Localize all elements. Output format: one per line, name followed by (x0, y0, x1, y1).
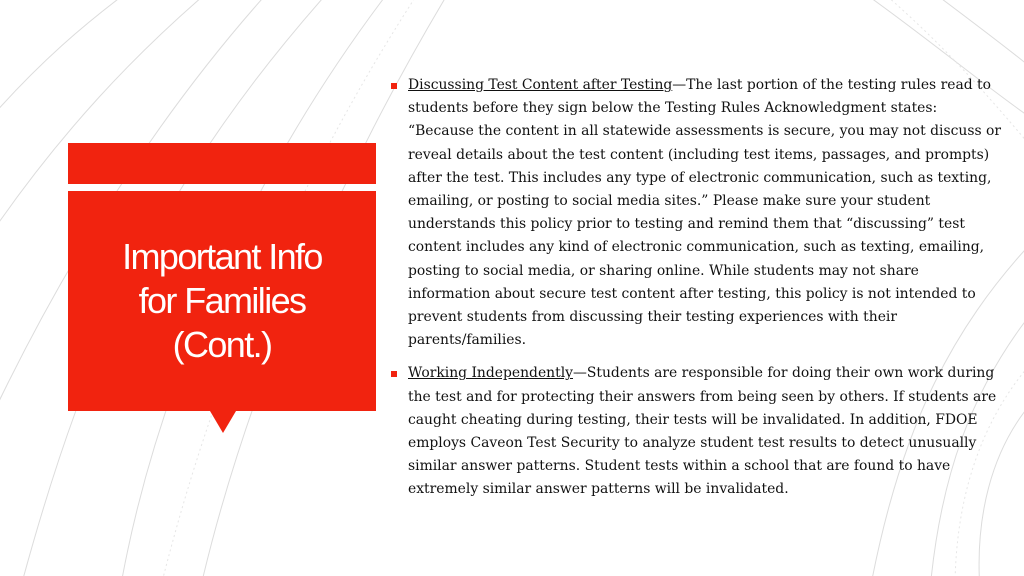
bullet-text: —Students are responsible for doing their own work during the test and for protecting their answers from being seen by others. If students are caught cheating during testing, their tests will be invalidated. In addition, FDOE employs Caveon Test Security to analyze student test results to detect unusually similar answer patterns. Student tests within a school that are found to have extremely similar answer patterns will be invalidated. (408, 365, 997, 498)
square-bullet-icon (391, 83, 397, 89)
bullet-text: —The last portion of the testing rules read to students before they sign below the Testing Rules Acknowledgment states: “Because the content in all statewide assessments is secure, you may not discuss or reveal details about the test content (including test items, passages, and prompts) after the test. This includes any type of electronic communication, such as texting, emailing, or posting to social media sites.” Please make sure your student understands this policy prior to testing and remind them that “discussing” test content includes any kind of electronic communication, such as texting, emailing, posting to social media, or sharing online. While students may not share information about secure test content after testing, this policy is not intended to prevent students from discussing their testing experiences with their parents/families. (408, 77, 1002, 349)
bullet-heading: Discussing Test Content after Testing (408, 77, 673, 93)
bg-arc (0, 0, 130, 130)
accent-bar (68, 143, 376, 184)
title-box (68, 191, 376, 411)
bullet-working-independently (390, 362, 1002, 501)
bullet-discussing-test-content (390, 74, 1002, 352)
slide-title: Important Info for Families (Cont.) (122, 236, 322, 365)
bullet-heading: Working Independently (408, 365, 573, 382)
square-bullet-icon (391, 371, 397, 377)
content-bullet-list (390, 74, 1002, 512)
bg-arc (930, 0, 1024, 70)
